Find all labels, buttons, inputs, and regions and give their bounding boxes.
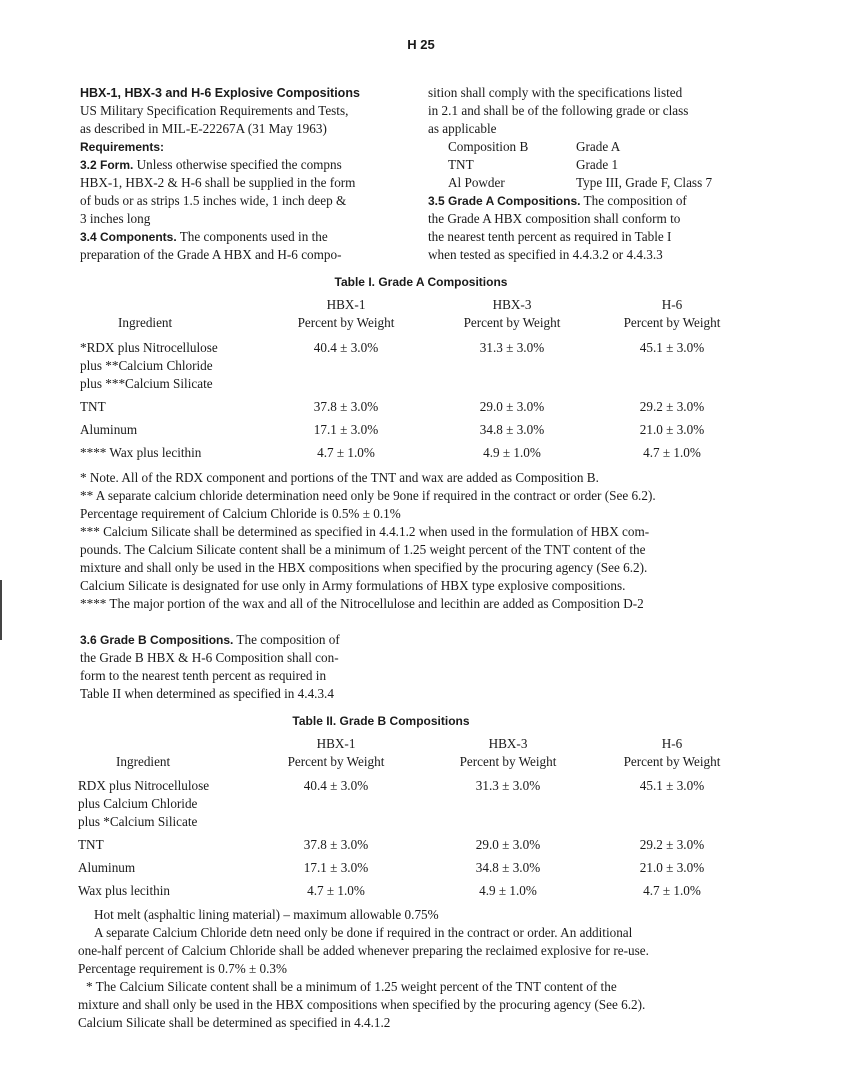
column-header: HBX-1 <box>316 736 356 751</box>
right-column <box>428 84 768 264</box>
ingredient-line: *RDX plus Nitrocellulose <box>80 340 218 355</box>
table-cell: 37.8 ± 3.0% <box>303 837 369 852</box>
grade-row <box>428 174 768 192</box>
form-paragraph <box>80 156 410 174</box>
table-row-ingredient <box>78 777 268 831</box>
grade-a-label: 3.5 Grade A Compositions. <box>428 194 581 208</box>
footnote: * The Calcium Silicate content shall be a minimum of 1.25 weight percent of the TNT content of the <box>86 979 617 994</box>
grade-a-text: The composition of <box>580 193 687 208</box>
table-cell: 17.1 ± 3.0% <box>313 422 379 437</box>
table-cell: 29.0 ± 3.0% <box>479 399 545 414</box>
column-subheader: Percent by Weight <box>287 754 385 769</box>
table-cell: 4.7 ± 1.0% <box>317 445 375 460</box>
column-subheader: Percent by Weight <box>459 754 557 769</box>
table-row-ingredient: Aluminum <box>80 422 138 437</box>
section-title: HBX-1, HBX-3 and H-6 Explosive Compositions <box>80 86 360 100</box>
form-text: 3 inches long <box>80 211 151 226</box>
column-header: H-6 <box>661 297 683 312</box>
table-row-ingredient <box>80 339 270 393</box>
table-2-title: Table II. Grade B Compositions <box>292 714 470 728</box>
grade-b-text: Table II when determined as specified in 4.4.3.4 <box>80 686 334 701</box>
spec-line: as described in MIL-E-22267A (31 May 1963) <box>80 121 327 136</box>
scan-margin-line <box>0 580 2 640</box>
footnote: Percentage requirement of Calcium Chloride is 0.5% ± 0.1% <box>80 506 401 521</box>
components-label: 3.4 Components. <box>80 230 177 244</box>
footnote: * Note. All of the RDX component and portions of the TNT and wax are added as Composition B. <box>80 470 599 485</box>
table-cell: 37.8 ± 3.0% <box>313 399 379 414</box>
footnote: Percentage requirement is 0.7% ± 0.3% <box>78 961 288 976</box>
form-label: 3.2 Form. <box>80 158 134 172</box>
table-cell: 29.2 ± 3.0% <box>639 399 705 414</box>
left-column <box>80 84 410 264</box>
spec-text: in 2.1 and shall be of the following grade or class <box>428 103 689 118</box>
footnote: Calcium Silicate shall be determined as specified in 4.4.1.2 <box>78 1015 391 1030</box>
column-header: HBX-3 <box>492 297 532 312</box>
requirements-label: Requirements: <box>80 140 165 154</box>
table-cell: 29.2 ± 3.0% <box>639 837 705 852</box>
footnote: mixture and shall only be used in the HBX compositions when specified by the procuring agency (See 6.2). <box>80 560 648 575</box>
table-2-notes <box>78 906 758 1032</box>
table-cell: 29.0 ± 3.0% <box>475 837 541 852</box>
column-subheader: Percent by Weight <box>297 315 395 330</box>
footnote: pounds. The Calcium Silicate content shall be a minimum of 1.25 weight percent of the TNT content of the <box>80 542 646 557</box>
column-subheader: Percent by Weight <box>463 315 561 330</box>
components-text: preparation of the Grade A HBX and H-6 compo- <box>80 247 342 262</box>
grade-a-paragraph <box>428 192 768 210</box>
form-text: HBX-1, HBX-2 & H-6 shall be supplied in the form <box>80 175 356 190</box>
footnote: mixture and shall only be used in the HBX compositions when specified by the procuring agency (See 6.2). <box>78 997 646 1012</box>
grade-b-label: 3.6 Grade B Compositions. <box>80 633 234 647</box>
table-cell: 4.9 ± 1.0% <box>479 883 537 898</box>
table-1-notes <box>80 469 760 613</box>
table-cell: 34.8 ± 3.0% <box>475 860 541 875</box>
ingredient-header: Ingredient <box>116 754 171 769</box>
grade-a-text: when tested as specified in 4.4.3.2 or 4.4.3.3 <box>428 247 663 262</box>
column-subheader: Percent by Weight <box>623 754 721 769</box>
table-cell: 4.7 ± 1.0% <box>643 445 701 460</box>
table-cell: 4.7 ± 1.0% <box>307 883 365 898</box>
grade-b-text: the Grade B HBX & H-6 Composition shall con- <box>80 650 339 665</box>
ingredient-header: Ingredient <box>118 315 173 330</box>
components-text: The components used in the <box>176 229 328 244</box>
spec-text: sition shall comply with the specifications listed <box>428 85 683 100</box>
ingredient-line: plus *Calcium Silicate <box>78 814 198 829</box>
table-row-ingredient: TNT <box>80 399 106 414</box>
grade-item: TNT <box>448 157 474 172</box>
table-cell: 40.4 ± 3.0% <box>313 340 379 355</box>
table-1-title: Table I. Grade A Compositions <box>334 275 508 289</box>
grade-a-text: the nearest tenth percent as required in Table I <box>428 229 672 244</box>
footnote: Hot melt (asphaltic lining material) – maximum allowable 0.75% <box>94 907 439 922</box>
column-header: HBX-3 <box>488 736 528 751</box>
ingredient-line: plus **Calcium Chloride <box>80 358 213 373</box>
grade-value: Type III, Grade F, Class 7 <box>576 175 713 190</box>
footnote: **** The major portion of the wax and all of the Nitrocellulose and lecithin are added as Composition D-2 <box>80 596 644 611</box>
grade-row <box>428 156 768 174</box>
column-header: HBX-1 <box>326 297 366 312</box>
ingredient-line: plus ***Calcium Silicate <box>80 376 213 391</box>
table-cell: 45.1 ± 3.0% <box>639 778 705 793</box>
spec-line: US Military Specification Requirements and Tests, <box>80 103 349 118</box>
grade-value: Grade A <box>576 139 621 154</box>
ingredient-line: plus Calcium Chloride <box>78 796 198 811</box>
grade-b-text: The composition of <box>233 632 340 647</box>
table-cell: 4.9 ± 1.0% <box>483 445 541 460</box>
column-header: H-6 <box>661 736 683 751</box>
grade-b-paragraph <box>80 631 400 649</box>
table-cell: 21.0 ± 3.0% <box>639 860 705 875</box>
table-cell: 17.1 ± 3.0% <box>303 860 369 875</box>
grade-item: Composition B <box>448 139 529 154</box>
footnote: *** Calcium Silicate shall be determined as specified in 4.4.1.2 when used in the formulation of HBX com- <box>80 524 650 539</box>
table-row-ingredient: **** Wax plus lecithin <box>80 445 202 460</box>
grade-a-text: the Grade A HBX composition shall conform to <box>428 211 681 226</box>
spec-text: as applicable <box>428 121 497 136</box>
footnote: one-half percent of Calcium Chloride shall be added whenever preparing the reclaimed explosive for re-use. <box>78 943 649 958</box>
table-cell: 4.7 ± 1.0% <box>643 883 701 898</box>
grade-b-section <box>80 631 400 703</box>
grade-row <box>428 138 768 156</box>
components-paragraph <box>80 228 410 246</box>
table-row-ingredient: Aluminum <box>78 860 136 875</box>
table-cell: 40.4 ± 3.0% <box>303 778 369 793</box>
ingredient-line: RDX plus Nitrocellulose <box>78 778 210 793</box>
column-subheader: Percent by Weight <box>623 315 721 330</box>
footnote: A separate Calcium Chloride detn need only be done if required in the contract or order. An additional <box>94 925 633 940</box>
table-cell: 31.3 ± 3.0% <box>475 778 541 793</box>
table-cell: 45.1 ± 3.0% <box>639 340 705 355</box>
footnote: ** A separate calcium chloride determination need only be 9one if required in the contract or order (See 6.2). <box>80 488 656 503</box>
table-cell: 31.3 ± 3.0% <box>479 340 545 355</box>
page-number: H 25 <box>407 37 435 52</box>
form-text: Unless otherwise specified the compns <box>133 157 342 172</box>
grade-value: Grade 1 <box>576 157 619 172</box>
table-cell: 34.8 ± 3.0% <box>479 422 545 437</box>
table-row-ingredient: TNT <box>78 837 104 852</box>
form-text: of buds or as strips 1.5 inches wide, 1 inch deep & <box>80 193 347 208</box>
footnote: Calcium Silicate is designated for use only in Army formulations of HBX type explosive compositions. <box>80 578 626 593</box>
table-row-ingredient: Wax plus lecithin <box>78 883 170 898</box>
grade-item: Al Powder <box>448 175 505 190</box>
grade-b-text: form to the nearest tenth percent as required in <box>80 668 327 683</box>
table-cell: 21.0 ± 3.0% <box>639 422 705 437</box>
